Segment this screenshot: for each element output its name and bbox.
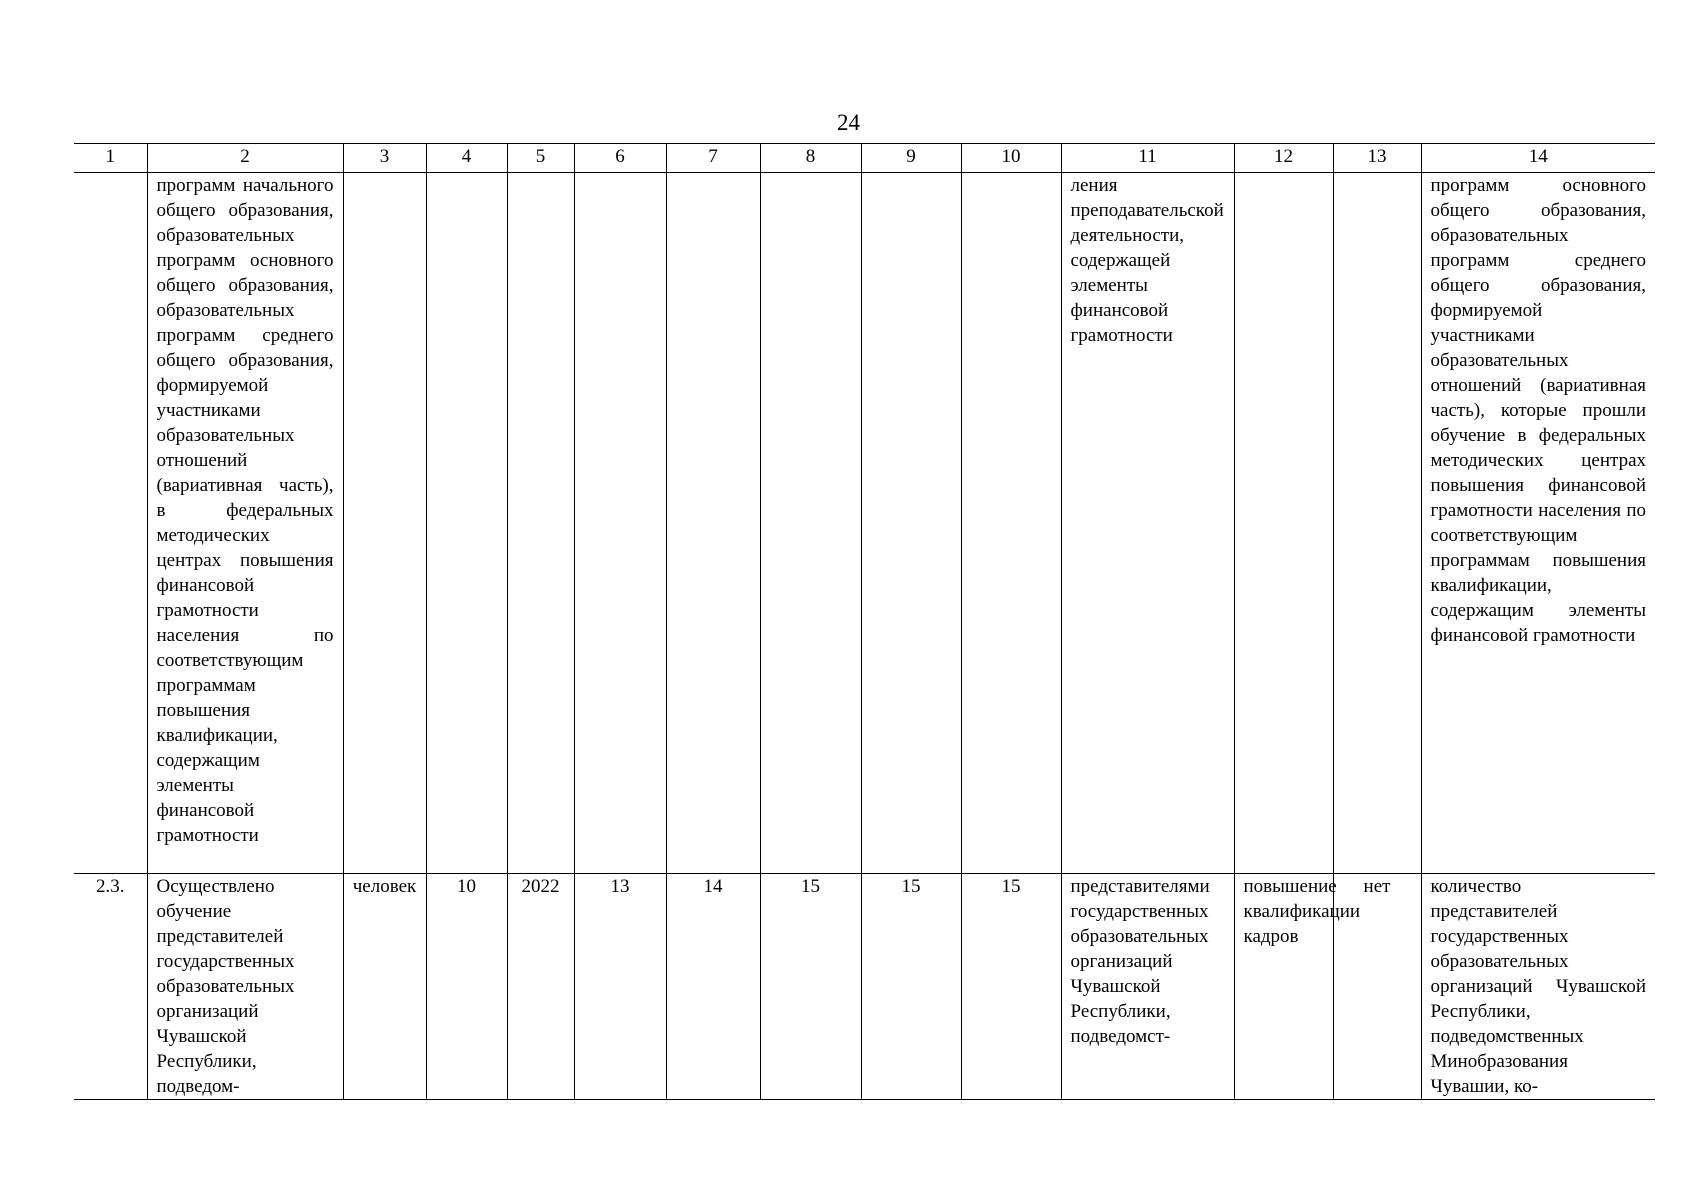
header-col-1: 1 [74,144,147,173]
cell-col-5: 2022 [507,874,574,1100]
cell-col-7: 14 [666,874,760,1100]
cell-col-5 [507,173,574,874]
cell-col-6 [574,173,666,874]
data-table [74,143,1655,1100]
header-row [74,144,1655,173]
header-col-12: 12 [1234,144,1333,173]
header-col-3: 3 [343,144,426,173]
cell-col-10: 15 [961,874,1061,1100]
header-col-9: 9 [861,144,961,173]
cell-col-9: 15 [861,874,961,1100]
cell-col-8: 15 [760,874,861,1100]
cell-col-14: количество представителей государственных образовательных организаций Чувашской Республики, подведомственных Минобразования Чувашии, ко- [1421,874,1655,1100]
cell-col-8 [760,173,861,874]
cell-col-10 [961,173,1061,874]
header-col-13: 13 [1333,144,1421,173]
cell-col-11: ления преподавательской деятельности, содержащей элементы финансовой грамотности [1061,173,1234,874]
cell-col-6: 13 [574,874,666,1100]
table-header [74,144,1655,173]
page-number: 24 [837,110,860,135]
indicator-description: Осуществлено обучение представителей государственных образовательных организаций Чувашской Республики, подведом- [147,874,343,1100]
table-row-continuation [74,173,1655,874]
header-col-4: 4 [426,144,507,173]
cell-col-4: 10 [426,874,507,1100]
header-col-10: 10 [961,144,1061,173]
row-number: 2.3. [74,874,147,1100]
cell-col-3 [343,173,426,874]
header-col-8: 8 [760,144,861,173]
header-col-6: 6 [574,144,666,173]
header-col-5: 5 [507,144,574,173]
cell-col-13 [1333,173,1421,874]
header-col-14: 14 [1421,144,1655,173]
cell-col-11: представителями государственных образовательных организаций Чувашской Республики, подведомст- [1061,874,1234,1100]
table-row-2-3 [74,874,1655,1100]
header-col-11: 11 [1061,144,1234,173]
cell-col-9 [861,173,961,874]
cell-col-12 [1234,173,1333,874]
cell-col-12: повышение квалификации кадров [1234,874,1333,1100]
unit-of-measure: человек [343,874,426,1100]
header-col-2: 2 [147,144,343,173]
header-col-7: 7 [666,144,760,173]
cell-col-14: программ основного общего образования, образовательных программ среднего общего образования, формируемой участниками образовательных отношений (вариативная часть), которые прошли обучение в федеральных методических центрах повышения финансовой грамотности населения по соответствующим программам повышения квалификации, содержащим элементы финансовой грамотности [1421,173,1655,874]
cell-col-4 [426,173,507,874]
cell-col-7 [666,173,760,874]
cell-col-1 [74,173,147,874]
cell-col-13: нет [1333,874,1421,1100]
cell-col-2: программ начального общего образования, образовательных программ основного общего образования, образовательных программ среднего общего образования, формируемой участниками образовательных отношений (вариативная часть), в федеральных методических центрах повышения финансовой грамотности населения по соответствующим программам повышения квалификации, содержащим элементы финансовой грамотности [147,173,343,874]
